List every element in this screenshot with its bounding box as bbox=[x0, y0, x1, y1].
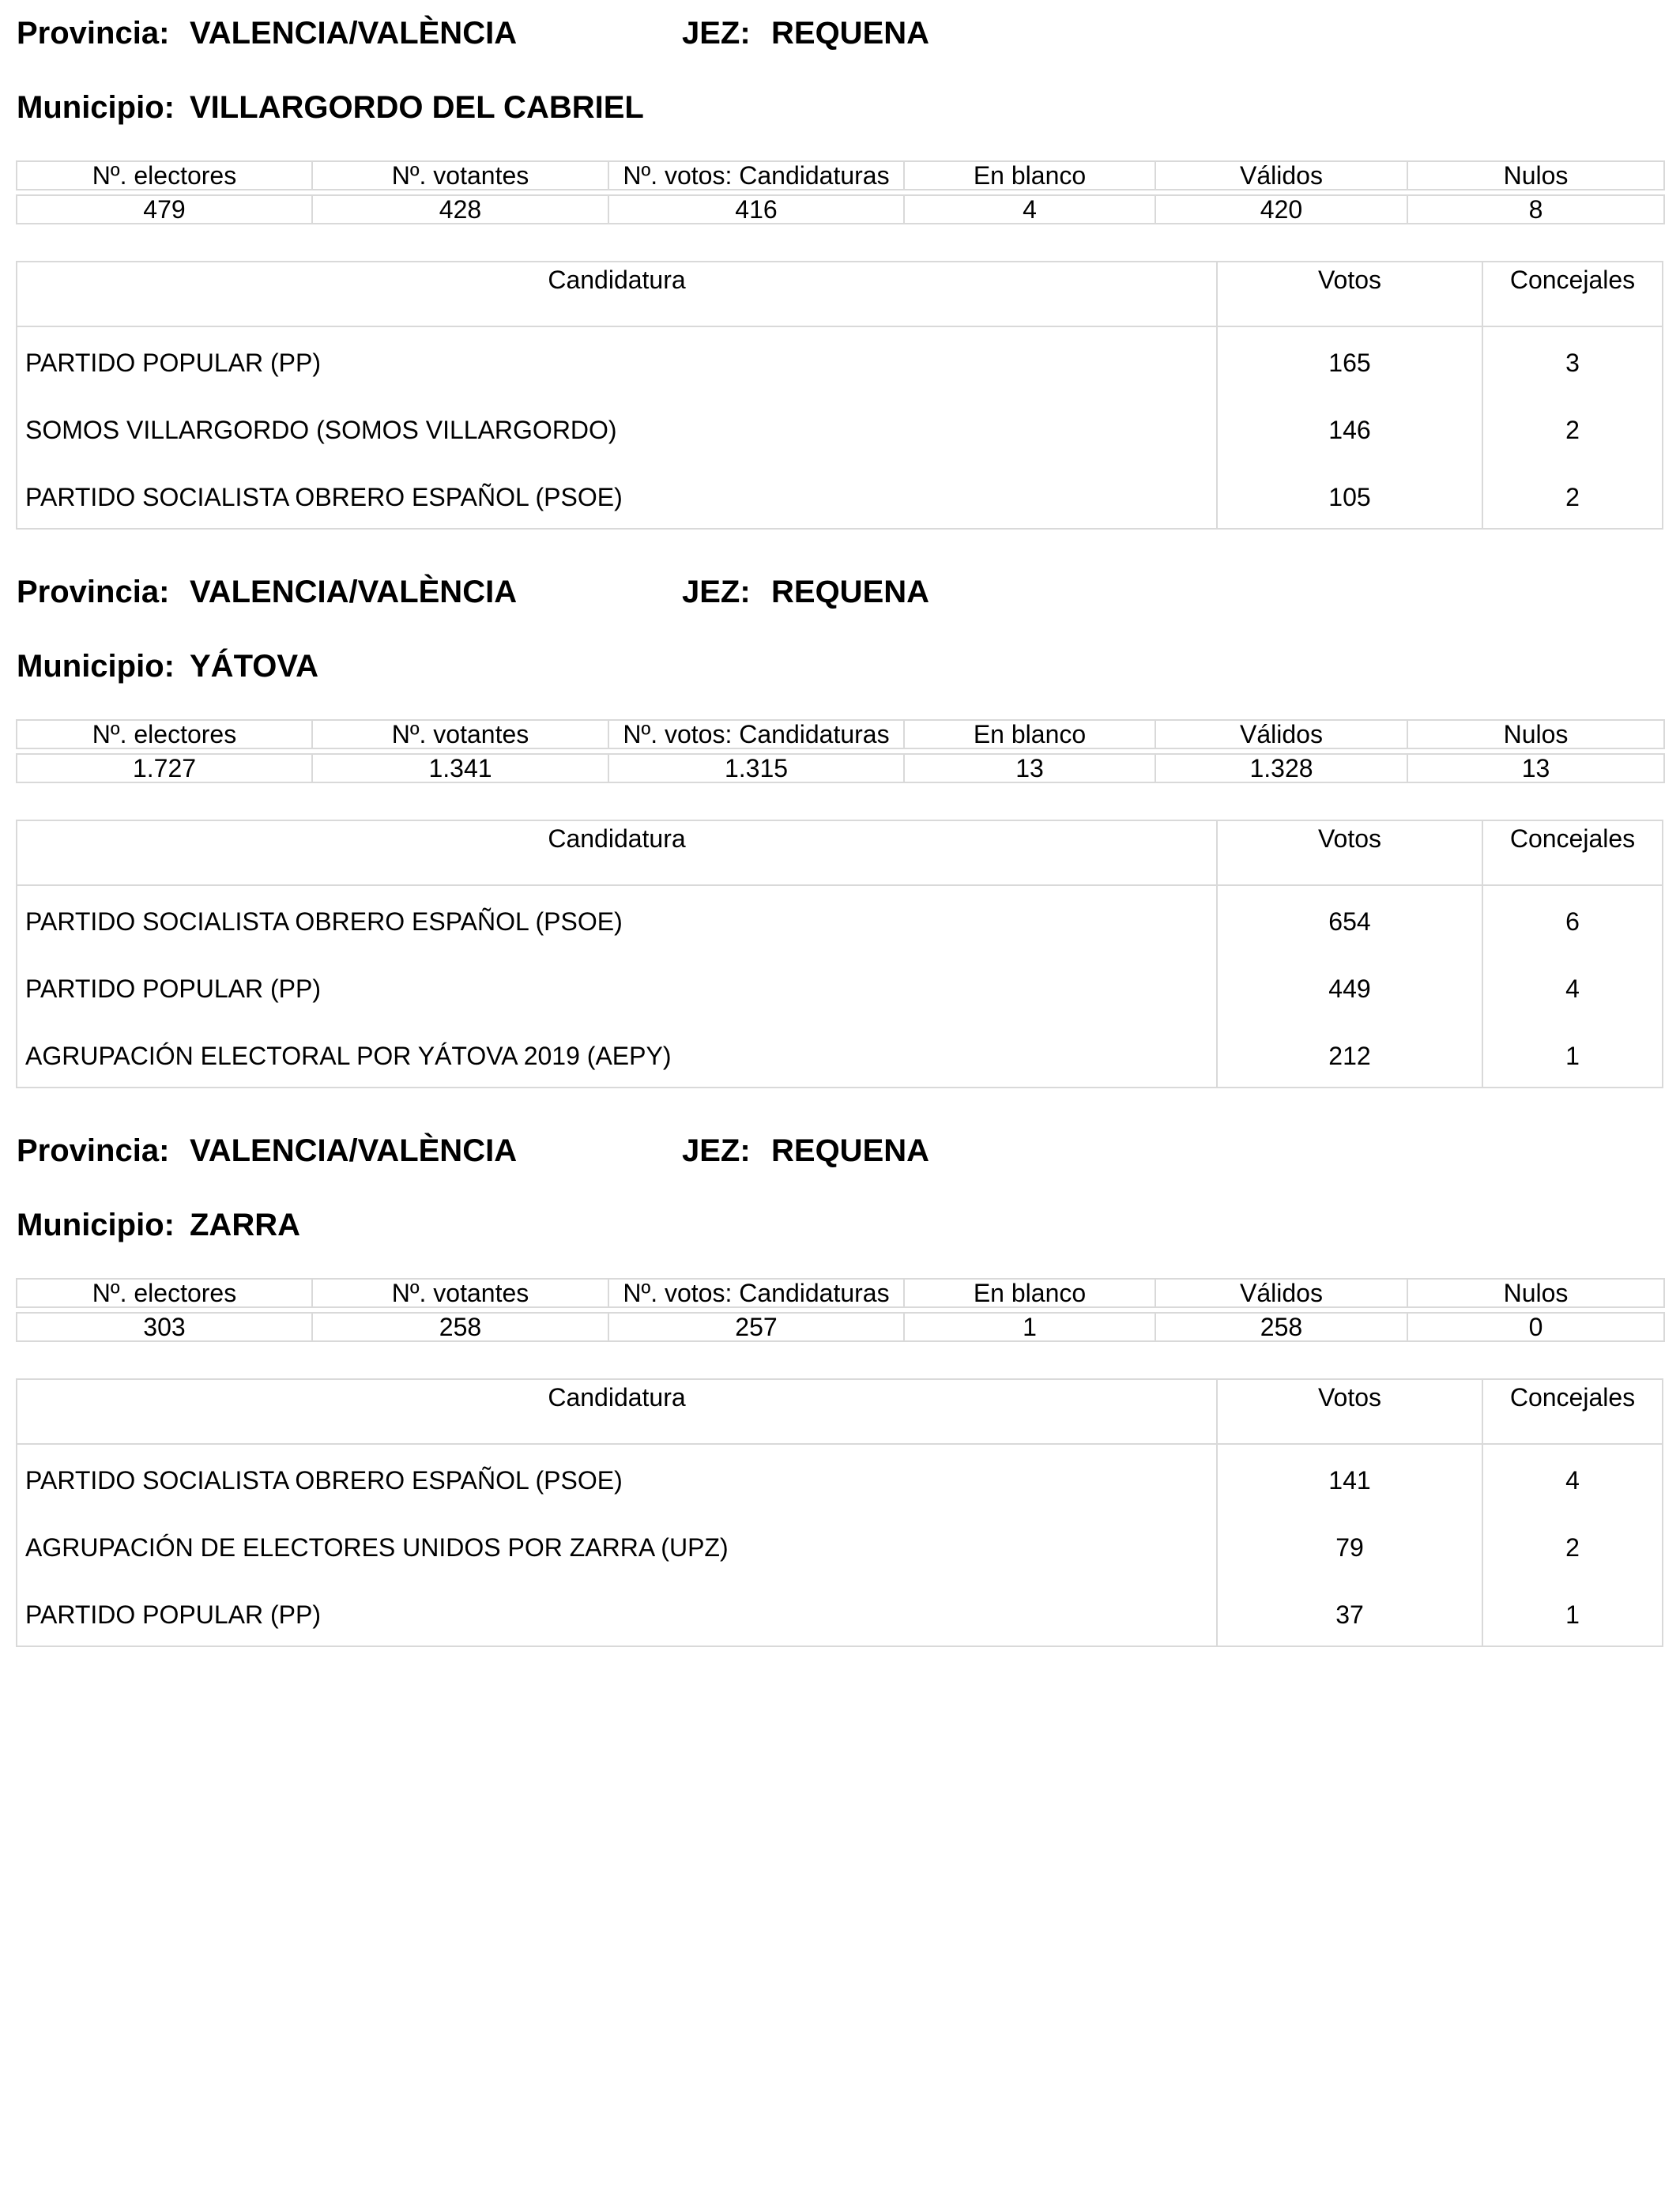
stats-header-nulos: Nulos bbox=[1407, 161, 1664, 190]
stats-gap-cell bbox=[17, 190, 1664, 195]
stats-value-electores: 1.727 bbox=[17, 754, 312, 782]
concejales-cell: 3 bbox=[1565, 349, 1580, 377]
votos-cell: 79 bbox=[1335, 1533, 1364, 1562]
stats-value-votantes: 1.341 bbox=[312, 754, 608, 782]
stats-header-nulos: Nulos bbox=[1407, 1279, 1664, 1307]
results-header-votos: Votos bbox=[1317, 1383, 1382, 1412]
concejales-cell: 6 bbox=[1565, 907, 1580, 936]
stats-value-en-blanco: 1 bbox=[904, 1313, 1155, 1341]
stats-header-votantes: Nº. votantes bbox=[312, 720, 608, 748]
results-header-votos: Votos bbox=[1317, 266, 1382, 294]
stats-value-validos: 420 bbox=[1155, 195, 1407, 224]
results-header-votos: Votos bbox=[1317, 824, 1382, 853]
stats-value-nulos: 0 bbox=[1407, 1313, 1664, 1341]
municipality-value: YÁTOVA bbox=[190, 649, 318, 684]
stats-table bbox=[16, 1278, 1665, 1342]
stats-gap-cell bbox=[17, 748, 1664, 754]
stats-value-votos-candidaturas: 1.315 bbox=[608, 754, 904, 782]
stats-header-electores: Nº. electores bbox=[17, 161, 312, 190]
jez-value: REQUENA bbox=[771, 1133, 930, 1168]
results-header-candidatura: Candidatura bbox=[548, 266, 686, 294]
stats-table bbox=[16, 160, 1665, 224]
concejales-cell: 1 bbox=[1565, 1042, 1580, 1070]
votos-cell: 449 bbox=[1328, 974, 1371, 1003]
stats-table bbox=[16, 719, 1665, 783]
stats-value-votantes: 428 bbox=[312, 195, 608, 224]
stats-value-nulos: 13 bbox=[1407, 754, 1664, 782]
table-row bbox=[17, 1461, 1662, 1500]
table-row bbox=[17, 902, 1662, 941]
jez-value: REQUENA bbox=[771, 575, 930, 609]
jez-label: JEZ: bbox=[682, 16, 751, 51]
results-header-row bbox=[17, 1380, 1662, 1445]
stats-header-en-blanco: En blanco bbox=[904, 720, 1155, 748]
stats-value-votos-candidaturas: 257 bbox=[608, 1313, 904, 1341]
votos-cell: 37 bbox=[1335, 1600, 1364, 1629]
results-header-row bbox=[17, 821, 1662, 886]
concejales-cell: 1 bbox=[1565, 1600, 1580, 1629]
concejales-cell: 2 bbox=[1565, 483, 1580, 511]
jez-value: REQUENA bbox=[771, 16, 930, 51]
municipality-label: Municipio: bbox=[17, 649, 175, 684]
results-header-candidatura: Candidatura bbox=[548, 1383, 686, 1412]
stats-value-votantes: 258 bbox=[312, 1313, 608, 1341]
candidatura-cell: PARTIDO SOCIALISTA OBRERO ESPAÑOL (PSOE) bbox=[25, 1466, 623, 1495]
stats-value-row bbox=[17, 195, 1664, 224]
candidatura-cell: SOMOS VILLARGORDO (SOMOS VILLARGORDO) bbox=[25, 416, 617, 444]
stats-header-votos-candidaturas: Nº. votos: Candidaturas bbox=[608, 161, 904, 190]
municipality-value: VILLARGORDO DEL CABRIEL bbox=[190, 90, 644, 125]
stats-header-row bbox=[17, 720, 1664, 748]
province-value: VALENCIA/VALÈNCIA bbox=[190, 1133, 518, 1168]
stats-value-en-blanco: 4 bbox=[904, 195, 1155, 224]
jez-label: JEZ: bbox=[682, 1133, 751, 1168]
results-table bbox=[16, 820, 1663, 1088]
concejales-cell: 2 bbox=[1565, 1533, 1580, 1562]
candidatura-cell: PARTIDO POPULAR (PP) bbox=[25, 974, 321, 1003]
votos-cell: 146 bbox=[1328, 416, 1371, 444]
concejales-cell: 2 bbox=[1565, 416, 1580, 444]
stats-header-votantes: Nº. votantes bbox=[312, 161, 608, 190]
municipality-block bbox=[0, 1118, 1680, 1671]
province-label: Provincia: bbox=[17, 1133, 170, 1168]
candidatura-cell: AGRUPACIÓN ELECTORAL POR YÁTOVA 2019 (AEPY) bbox=[25, 1042, 672, 1070]
concejales-cell: 4 bbox=[1565, 1466, 1580, 1495]
table-row bbox=[17, 343, 1662, 383]
stats-header-validos: Válidos bbox=[1155, 161, 1407, 190]
candidatura-cell: PARTIDO SOCIALISTA OBRERO ESPAÑOL (PSOE) bbox=[25, 483, 623, 511]
stats-header-electores: Nº. electores bbox=[17, 1279, 312, 1307]
municipality-block bbox=[0, 559, 1680, 1112]
stats-gap bbox=[17, 748, 1664, 754]
stats-value-electores: 303 bbox=[17, 1313, 312, 1341]
stats-value-validos: 1.328 bbox=[1155, 754, 1407, 782]
votos-cell: 105 bbox=[1328, 483, 1371, 511]
stats-header-en-blanco: En blanco bbox=[904, 161, 1155, 190]
stats-header-electores: Nº. electores bbox=[17, 720, 312, 748]
province-label: Provincia: bbox=[17, 575, 170, 609]
table-row bbox=[17, 1595, 1662, 1634]
stats-header-validos: Válidos bbox=[1155, 1279, 1407, 1307]
jez-label: JEZ: bbox=[682, 575, 751, 609]
table-row bbox=[17, 1528, 1662, 1567]
candidatura-cell: AGRUPACIÓN DE ELECTORES UNIDOS POR ZARRA (UPZ) bbox=[25, 1533, 729, 1562]
candidatura-cell: PARTIDO SOCIALISTA OBRERO ESPAÑOL (PSOE) bbox=[25, 907, 623, 936]
stats-value-row bbox=[17, 754, 1664, 782]
candidatura-cell: PARTIDO POPULAR (PP) bbox=[25, 1600, 321, 1629]
stats-value-votos-candidaturas: 416 bbox=[608, 195, 904, 224]
stats-value-validos: 258 bbox=[1155, 1313, 1407, 1341]
results-header-concejales: Concejales bbox=[1509, 824, 1636, 853]
stats-value-nulos: 8 bbox=[1407, 195, 1664, 224]
table-row bbox=[17, 410, 1662, 450]
municipality-value: ZARRA bbox=[190, 1208, 300, 1242]
stats-value-electores: 479 bbox=[17, 195, 312, 224]
stats-header-votos-candidaturas: Nº. votos: Candidaturas bbox=[608, 1279, 904, 1307]
province-value: VALENCIA/VALÈNCIA bbox=[190, 575, 518, 609]
province-label: Provincia: bbox=[17, 16, 170, 51]
table-row bbox=[17, 1036, 1662, 1076]
stats-header-votantes: Nº. votantes bbox=[312, 1279, 608, 1307]
votos-cell: 141 bbox=[1328, 1466, 1371, 1495]
stats-header-nulos: Nulos bbox=[1407, 720, 1664, 748]
stats-value-en-blanco: 13 bbox=[904, 754, 1155, 782]
results-table bbox=[16, 261, 1663, 530]
stats-gap-cell bbox=[17, 1307, 1664, 1313]
stats-value-row bbox=[17, 1313, 1664, 1341]
results-header-candidatura: Candidatura bbox=[548, 824, 686, 853]
stats-header-en-blanco: En blanco bbox=[904, 1279, 1155, 1307]
concejales-cell: 4 bbox=[1565, 974, 1580, 1003]
stats-header-validos: Válidos bbox=[1155, 720, 1407, 748]
table-row bbox=[17, 969, 1662, 1008]
table-row bbox=[17, 477, 1662, 517]
stats-gap bbox=[17, 190, 1664, 195]
votos-cell: 165 bbox=[1328, 349, 1371, 377]
province-value: VALENCIA/VALÈNCIA bbox=[190, 16, 518, 51]
votos-cell: 212 bbox=[1328, 1042, 1371, 1070]
results-header-concejales: Concejales bbox=[1509, 266, 1636, 294]
results-table bbox=[16, 1378, 1663, 1647]
results-header-concejales: Concejales bbox=[1509, 1383, 1636, 1412]
municipality-label: Municipio: bbox=[17, 1208, 175, 1242]
municipality-block bbox=[0, 0, 1680, 553]
votos-cell: 654 bbox=[1328, 907, 1371, 936]
candidatura-cell: PARTIDO POPULAR (PP) bbox=[25, 349, 321, 377]
stats-header-row bbox=[17, 1279, 1664, 1307]
municipality-label: Municipio: bbox=[17, 90, 175, 125]
results-header-row bbox=[17, 262, 1662, 327]
stats-header-row bbox=[17, 161, 1664, 190]
stats-header-votos-candidaturas: Nº. votos: Candidaturas bbox=[608, 720, 904, 748]
stats-gap bbox=[17, 1307, 1664, 1313]
